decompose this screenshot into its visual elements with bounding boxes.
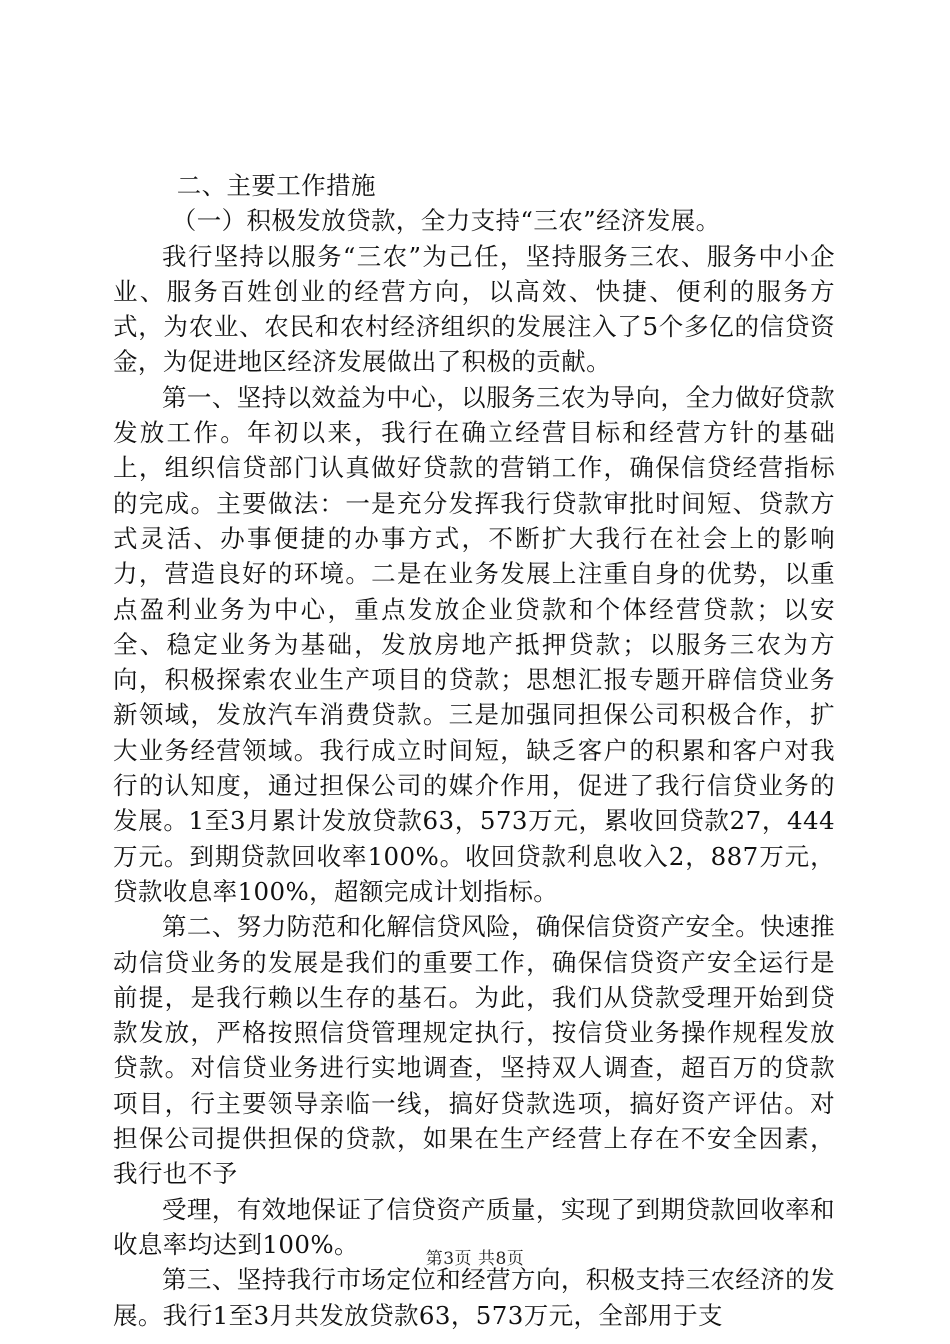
document-body [113, 168, 835, 1333]
paragraph-third: 第三、坚持我行市场定位和经营方向，积极支持三农经济的发展。我行1至3月共发放贷款63，573万元，全部用于支 [113, 1265, 835, 1330]
subsection-heading: （一）积极发放贷款，全力支持“三农”经济发展。 [171, 206, 721, 236]
paragraph-intro: 我行坚持以服务“三农”为己任，坚持服务三农、服务中小企业、服务百姓创业的经营方向，以高效、快捷、便利的服务方式，为农业、农民和农村经济组织的发展注入了5个多亿的信贷资金，为促进地区经济发展做出了积极的贡献。 [113, 241, 835, 377]
paragraph-second: 第二、努力防范和化解信贷风险，确保信贷资产安全。快速推动信贷业务的发展是我们的重要工作，确保信贷资产安全运行是前提，是我行赖以生存的基石。为此，我们从贷款受理开始到贷款发放，严格按照信贷管理规定执行，按信贷业务操作规程发放贷款。对信贷业务进行实地调查，坚持双人调查，超百万的贷款项目，行主要领导亲临一线，搞好贷款选项，搞好资产评估。对担保公司提供担保的贷款，如果在生产经营上存在不安全因素，我行也不予 [113, 912, 835, 1189]
paragraph-first: 第一、坚持以效益为中心，以服务三农为导向，全力做好贷款发放工作。年初以来，我行在确立经营目标和经营方针的基础上，组织信贷部门认真做好贷款的营销工作，确保信贷经营指标的完成。主要做法：一是充分发挥我行贷款审批时间短、贷款方式灵活、办事便捷的办事方式，不断扩大我行在社会上的影响力，营造良好的环境。二是在业务发展上注重自身的优势，以重点盈利业务为中心，重点发放企业贷款和个体经营贷款；以安全、稳定业务为基础，发放房地产抵押贷款；以服务三农为方向，积极探索农业生产项目的贷款；思想汇报专题开辟信贷业务新领域，发放汽车消费贷款。三是加强同担保公司积极合作，扩大业务经营领域。我行成立时间短，缺乏客户的积累和客户对我行的认知度，通过担保公司的媒介作用，促进了我行信贷业务的发展。1至3月累计发放贷款63，573万元，累收回贷款27，444万元。到期贷款回收率100%。收回贷款利息收入2，887万元，贷款收息率100%，超额完成计划指标。 [113, 382, 835, 906]
section-heading: 二、主要工作措施 [176, 171, 376, 200]
page-footer: 第3页 共8页 [425, 1249, 525, 1269]
paragraph-second-continued: 受理，有效地保证了信贷资产质量，实现了到期贷款回收率和收息率均达到100%。 [113, 1194, 835, 1259]
